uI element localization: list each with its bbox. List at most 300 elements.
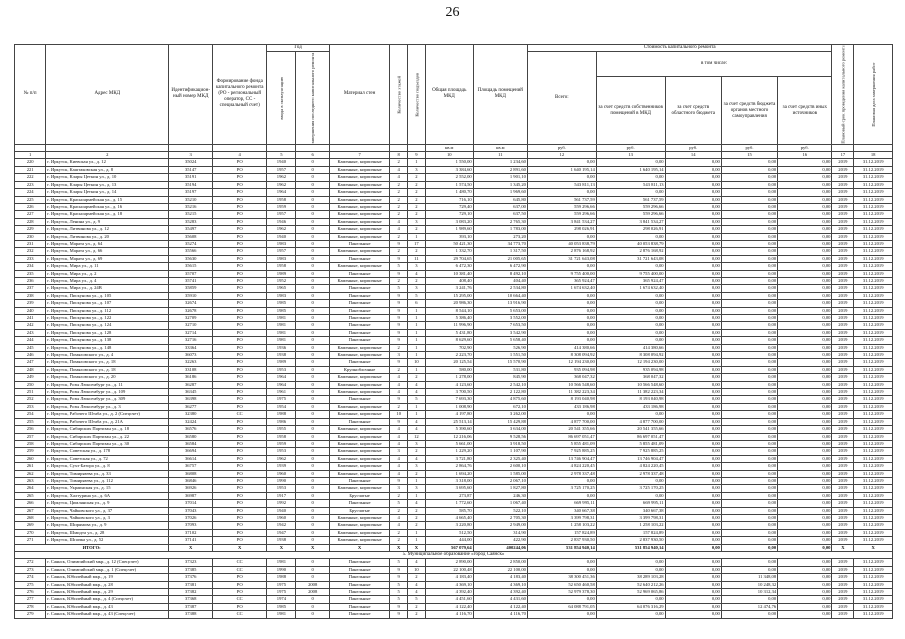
- cell-address: г. Иркутск, Клары Цеткин ул., д. 14: [46, 189, 169, 196]
- column-number: 3: [169, 152, 213, 159]
- cell-total-area: 3 083,20: [425, 218, 473, 225]
- cell-year-last-repair: 0: [296, 233, 329, 240]
- cell-row-number: 253: [15, 403, 46, 410]
- cell-planned-date: 31.12.2019: [854, 485, 893, 492]
- cell-other-cost: 0,00: [778, 440, 832, 447]
- cell-planned-date: 31.12.2019: [854, 537, 893, 544]
- table-row: [15, 603, 893, 610]
- cell-address: г. Иркутск, Клары Цеткин ул., д. 13: [46, 181, 169, 188]
- cell-planned-date: 31.12.2019: [854, 574, 893, 581]
- cell-entrances: 3: [408, 218, 426, 225]
- cell-local-cost: 0,00: [721, 255, 777, 262]
- cell-local-cost: 0,00: [721, 500, 777, 507]
- cell-address: г. Иркутск, Сибирских Партизан ул., д. 22: [46, 433, 169, 440]
- cell-entrances: 11: [408, 255, 426, 262]
- cell-year-last-repair: 0: [296, 196, 329, 203]
- table-body-sayansk: [15, 559, 893, 618]
- cell-mkd-id: 37141: [169, 537, 213, 544]
- cell-row-number: 270: [15, 529, 46, 536]
- cell-fund-type: РО: [213, 581, 267, 588]
- cell-fund-type: РО: [213, 226, 267, 233]
- cell-row-number: 267: [15, 507, 46, 514]
- cell-rooms-area: 7 653,50: [473, 322, 527, 329]
- cell-other-cost: 0,00: [778, 352, 832, 359]
- cell-entrances: 5: [408, 396, 426, 403]
- cell-rooms-area: 404,40: [473, 277, 527, 284]
- cell-regional-cost: 0,00: [665, 263, 721, 270]
- cell-rooms-area: 246,30: [473, 492, 527, 499]
- cell-year-commission: 1917: [267, 492, 296, 499]
- column-number: 12: [527, 152, 596, 159]
- cell-planned-date: 31.12.2019: [854, 307, 893, 314]
- cell-total-area: 1 008,90: [425, 403, 473, 410]
- cell-total-area: 5 431,80: [425, 329, 473, 336]
- cell-mkd-id: 32710: [169, 322, 213, 329]
- total-x: Х: [854, 544, 893, 551]
- cell-total-area: 4 123,60: [425, 381, 473, 388]
- column-number: 16: [778, 152, 832, 159]
- cell-own-cost: 0,00: [596, 300, 665, 307]
- cell-wall-material: Панельные: [329, 337, 389, 344]
- cell-year-commission: 1975: [267, 396, 296, 403]
- cell-local-cost: 0,00: [721, 455, 777, 462]
- cell-row-number: 254: [15, 411, 46, 418]
- cell-floors: 4: [390, 174, 408, 181]
- cell-total-area: 22 100,48: [425, 566, 473, 573]
- table-row: [15, 492, 893, 499]
- cell-wall-material: Брусчатые: [329, 492, 389, 499]
- cell-floors: 4: [390, 166, 408, 173]
- cell-total-area: 8 544,10: [425, 307, 473, 314]
- cell-year-commission: 1983: [267, 240, 296, 247]
- cell-planned-date: 31.12.2019: [854, 166, 893, 173]
- cell-year-commission: 1938: [267, 352, 296, 359]
- cell-wall-material: Каменные, кирпичные: [329, 166, 389, 173]
- cell-fund-type: РО: [213, 292, 267, 299]
- cell-floors: 5: [390, 581, 408, 588]
- cell-mkd-id: 36073: [169, 352, 213, 359]
- cell-year-commission: 1938: [267, 537, 296, 544]
- cell-row-number: 248: [15, 366, 46, 373]
- table-row: [15, 263, 893, 270]
- cell-year-last-repair: 0: [296, 522, 329, 529]
- cell-year-commission: 1961: [267, 389, 296, 396]
- regional-cost-sum: 0,00: [665, 544, 721, 551]
- cell-year-commission: 1985: [267, 300, 296, 307]
- cell-floors: 2: [390, 366, 408, 373]
- cell-entrances: 3: [408, 463, 426, 470]
- table-row: [15, 418, 893, 425]
- table-header: [15, 45, 893, 159]
- cell-own-cost: 0,00: [596, 263, 665, 270]
- cell-address: г. Иркутск, Пискунова ул., д. 128: [46, 329, 169, 336]
- unit-m2: кв.м: [425, 144, 473, 151]
- cell-regional-cost: 0,00: [665, 196, 721, 203]
- cell-floors: 9: [390, 329, 408, 336]
- header-normative: Плановый срок проведения капитального ремонта: [832, 45, 854, 145]
- table-row: [15, 255, 893, 262]
- cell-fund-type: РО: [213, 359, 267, 366]
- cell-total-cost: 368 047,32: [527, 374, 596, 381]
- cell-regional-cost: 0,00: [665, 233, 721, 240]
- table-row: [15, 366, 893, 373]
- cell-fund-type: РО: [213, 514, 267, 521]
- cell-entrances: 3: [408, 485, 426, 492]
- cell-year-commission: 1985: [267, 307, 296, 314]
- cell-address: г. Иркутск, Помяловского ул., д. 4: [46, 352, 169, 359]
- cell-normative-year: 2019: [832, 218, 854, 225]
- cell-total-area: 1 278,00: [425, 374, 473, 381]
- cell-address: г. Иркутск, Чайковского ул., д. 3: [46, 514, 169, 521]
- cell-mkd-id: 32424: [169, 418, 213, 425]
- cell-local-cost: 0,00: [721, 226, 777, 233]
- table-row: [15, 485, 893, 492]
- cell-mkd-id: 35741: [169, 277, 213, 284]
- cell-year-last-repair: 0: [296, 307, 329, 314]
- cell-local-cost: 0,00: [721, 463, 777, 470]
- cell-year-last-repair: 0: [296, 440, 329, 447]
- cell-total-cost: 0,00: [527, 559, 596, 566]
- cell-regional-cost: 0,00: [665, 492, 721, 499]
- cell-total-area: 444,00: [425, 537, 473, 544]
- cell-wall-material: Панельные: [329, 574, 389, 581]
- cell-local-cost: 0,00: [721, 492, 777, 499]
- cell-wall-material: Каменные, кирпичные: [329, 248, 389, 255]
- cell-normative-year: 2019: [832, 166, 854, 173]
- cell-local-cost: 0,00: [721, 596, 777, 603]
- cell-rooms-area: 2 705,30: [473, 514, 527, 521]
- cell-address: г. Иркутск, Сухэ-Батора ул., д. 8: [46, 463, 169, 470]
- cell-rooms-area: 2 891,60: [473, 166, 527, 173]
- cell-row-number: 237: [15, 285, 46, 292]
- cell-normative-year: 2019: [832, 344, 854, 351]
- cell-row-number: 238: [15, 292, 46, 299]
- cell-year-last-repair: 0: [296, 292, 329, 299]
- cell-year-commission: 1962: [267, 226, 296, 233]
- cell-own-cost: 10 566 548,60: [596, 381, 665, 388]
- cell-regional-cost: 0,00: [665, 574, 721, 581]
- cell-mkd-id: 36757: [169, 463, 213, 470]
- cell-other-cost: 0,00: [778, 344, 832, 351]
- cell-floors: 9: [390, 240, 408, 247]
- cell-row-number: 272: [15, 559, 46, 566]
- cell-rooms-area: 2 600,10: [473, 463, 527, 470]
- cell-entrances: 2: [408, 603, 426, 610]
- cell-rooms-area: 1 317,50: [473, 248, 527, 255]
- table-row: [15, 477, 893, 484]
- cell-wall-material: Каменные, кирпичные: [329, 389, 389, 396]
- cell-wall-material: Каменные, кирпичные: [329, 463, 389, 470]
- cell-total-cost: 31 721 643,08: [527, 255, 596, 262]
- cell-entrances: 6: [408, 300, 426, 307]
- cell-own-cost: 3 841 534,27: [596, 218, 665, 225]
- cell-floors: 4: [390, 522, 408, 529]
- cell-other-cost: 0,00: [778, 285, 832, 292]
- cell-own-cost: 5 855 481,09: [596, 440, 665, 447]
- table-row: [15, 581, 893, 588]
- cell-local-cost: 0,00: [721, 307, 777, 314]
- cell-entrances: 1: [408, 403, 426, 410]
- cell-row-number: 228: [15, 218, 46, 225]
- cell-row-number: 278: [15, 603, 46, 610]
- total-x: Х: [832, 544, 854, 551]
- cell-address: г. Иркутск, Литвинова ул., д. 20: [46, 233, 169, 240]
- unit-rub: руб.: [721, 144, 777, 151]
- cell-year-commission: 1960: [267, 514, 296, 521]
- cell-rooms-area: 1 969,60: [473, 189, 527, 196]
- cell-entrances: 1: [408, 233, 426, 240]
- cell-year-commission: 1959: [267, 440, 296, 447]
- cell-floors: 4: [390, 374, 408, 381]
- cell-mkd-id: 32380: [169, 411, 213, 418]
- cell-regional-cost: 0,00: [665, 389, 721, 396]
- cell-total-cost: 38 300 451,36: [527, 574, 596, 581]
- cell-entrances: 1: [408, 329, 426, 336]
- table-row: [15, 611, 893, 618]
- cell-planned-date: 31.12.2019: [854, 189, 893, 196]
- cell-entrances: 2: [408, 203, 426, 210]
- cell-year-last-repair: 0: [296, 211, 329, 218]
- cell-rooms-area: 4 392,40: [473, 589, 527, 596]
- cell-fund-type: РО: [213, 403, 267, 410]
- cell-mkd-id: 37323: [169, 559, 213, 566]
- cell-planned-date: 31.12.2019: [854, 403, 893, 410]
- cell-wall-material: Панельные: [329, 500, 389, 507]
- cell-floors: 2: [390, 211, 408, 218]
- cell-total-cost: 11 382 223,34: [527, 389, 596, 396]
- cell-wall-material: Каменные, кирпичные: [329, 211, 389, 218]
- header-id: Идентификацион-ный номер МКД: [169, 45, 213, 145]
- cell-own-cost: 31 721 643,08: [596, 255, 665, 262]
- cell-row-number: 276: [15, 589, 46, 596]
- cell-address: г. Иркутск, Розы Люксембург ул., д. 309: [46, 396, 169, 403]
- cell-own-cost: 0,00: [596, 159, 665, 166]
- cell-fund-type: РО: [213, 396, 267, 403]
- cell-own-cost: 433 186,98: [596, 403, 665, 410]
- cell-normative-year: 2019: [832, 366, 854, 373]
- total-x: Х: [213, 544, 267, 551]
- cell-wall-material: Панельные: [329, 292, 389, 299]
- cell-total-area: 4 369,10: [425, 581, 473, 588]
- cell-floors: 2: [390, 507, 408, 514]
- cell-other-cost: 0,00: [778, 181, 832, 188]
- cell-year-last-repair: 0: [296, 270, 329, 277]
- cell-local-cost: 0,00: [721, 337, 777, 344]
- cell-planned-date: 31.12.2019: [854, 366, 893, 373]
- table-row: [15, 403, 893, 410]
- cell-total-area: 5 386,40: [425, 315, 473, 322]
- cell-entrances: 4: [408, 270, 426, 277]
- cell-total-cost: 0,00: [527, 337, 596, 344]
- cell-floors: 2: [390, 403, 408, 410]
- cell-year-last-repair: 0: [296, 359, 329, 366]
- cell-local-cost: 0,00: [721, 566, 777, 573]
- column-number: 13: [596, 152, 665, 159]
- cell-address: г. Иркутск, Пискунова ул., д. 112: [46, 307, 169, 314]
- cell-fund-type: РО: [213, 203, 267, 210]
- cell-floors: 2: [390, 492, 408, 499]
- cell-row-number: 259: [15, 448, 46, 455]
- table-row: [15, 389, 893, 396]
- cell-planned-date: 31.12.2019: [854, 233, 893, 240]
- cell-year-commission: 1964: [267, 381, 296, 388]
- cell-mkd-id: 35707: [169, 270, 213, 277]
- rooms-area-sum: 400244,06: [473, 544, 527, 551]
- cell-own-cost: 935 094,98: [596, 366, 665, 373]
- cell-regional-cost: 0,00: [665, 611, 721, 618]
- cell-address: г. Иркутск, Ширямова ул., д. 9: [46, 522, 169, 529]
- cell-total-area: 4 451,60: [425, 596, 473, 603]
- column-number: 17: [832, 152, 854, 159]
- header-year-last-repair: завершения последнего капитального ремонта: [296, 52, 329, 145]
- cell-regional-cost: 0,00: [665, 396, 721, 403]
- cell-own-cost: 8 193 040,98: [596, 396, 665, 403]
- cell-entrances: 2: [408, 514, 426, 521]
- cell-other-cost: 0,00: [778, 581, 832, 588]
- cell-regional-cost: 0,00: [665, 211, 721, 218]
- cell-total-cost: 4 824 220,45: [527, 463, 596, 470]
- cell-regional-cost: 0,00: [665, 344, 721, 351]
- table-row: [15, 440, 893, 447]
- header-incl: в том числе:: [596, 52, 832, 77]
- table-row: [15, 352, 893, 359]
- cell-planned-date: 31.12.2019: [854, 507, 893, 514]
- cell-total-cost: 0,00: [527, 315, 596, 322]
- cell-normative-year: 2019: [832, 337, 854, 344]
- cell-fund-type: РО: [213, 307, 267, 314]
- cell-other-cost: 0,00: [778, 218, 832, 225]
- cell-total-area: 12 216,06: [425, 433, 473, 440]
- cell-total-cost: 0,00: [527, 477, 596, 484]
- cell-entrances: 3: [408, 263, 426, 270]
- cell-planned-date: 31.12.2019: [854, 529, 893, 536]
- cell-year-commission: 1990: [267, 477, 296, 484]
- cell-floors: 9: [390, 566, 408, 573]
- cell-total-cost: 543 811,13: [527, 181, 596, 188]
- column-numbers-row: [15, 152, 893, 159]
- cell-total-area: 20 986,30: [425, 300, 473, 307]
- cell-address: г. Иркутск, Розы Люксембург ул., д. 109: [46, 389, 169, 396]
- cell-fund-type: СС: [213, 611, 267, 618]
- cell-rooms-area: 4 369,10: [473, 581, 527, 588]
- cell-planned-date: 31.12.2019: [854, 329, 893, 336]
- cell-regional-cost: 0,00: [665, 403, 721, 410]
- cell-other-cost: 0,00: [778, 270, 832, 277]
- cell-normative-year: 2019: [832, 374, 854, 381]
- cell-address: г. Иркутск, Мира ул., д. 2: [46, 270, 169, 277]
- cell-row-number: 260: [15, 455, 46, 462]
- cell-floors: 4: [390, 226, 408, 233]
- cell-planned-date: 31.12.2019: [854, 596, 893, 603]
- cell-rooms-area: 1 783,00: [473, 226, 527, 233]
- cell-mkd-id: 36694: [169, 448, 213, 455]
- cell-fund-type: РО: [213, 196, 267, 203]
- cell-row-number: 268: [15, 514, 46, 521]
- cell-fund-type: РО: [213, 426, 267, 433]
- cell-total-area: 3 220,80: [425, 522, 473, 529]
- cell-address: г. Иркутск, Пискунова ул., д. 107: [46, 300, 169, 307]
- cell-wall-material: Каменные, кирпичные: [329, 514, 389, 521]
- cell-regional-cost: 0,00: [665, 300, 721, 307]
- cell-regional-cost: 0,00: [665, 315, 721, 322]
- cell-normative-year: 2019: [832, 203, 854, 210]
- header-floors: Количество этажей: [390, 45, 408, 145]
- cell-wall-material: Панельные: [329, 603, 389, 610]
- cell-floors: 10: [390, 411, 408, 418]
- cell-own-cost: 8 308 094,92: [596, 352, 665, 359]
- cell-fund-type: РО: [213, 255, 267, 262]
- cell-total-area: 2 890,00: [425, 559, 473, 566]
- cell-total-cost: 13 746 904,47: [527, 455, 596, 462]
- cell-local-cost: 0,00: [721, 315, 777, 322]
- cell-total-cost: 935 094,98: [527, 366, 596, 373]
- cell-total-area: 1 332,70: [425, 248, 473, 255]
- cell-year-last-repair: 0: [296, 277, 329, 284]
- cell-other-cost: 0,00: [778, 418, 832, 425]
- cell-other-cost: 0,00: [778, 277, 832, 284]
- cell-year-commission: 1981: [267, 337, 296, 344]
- cell-fund-type: РО: [213, 485, 267, 492]
- cell-total-cost: 3 841 534,27: [527, 218, 596, 225]
- cell-rooms-area: 10 664,40: [473, 292, 527, 299]
- cell-other-cost: 0,00: [778, 166, 832, 173]
- cell-fund-type: РО: [213, 285, 267, 292]
- cell-mkd-id: 36584: [169, 440, 213, 447]
- cell-regional-cost: 0,00: [665, 559, 721, 566]
- cell-year-last-repair: 2008: [296, 581, 329, 588]
- cell-rooms-area: 637,50: [473, 211, 527, 218]
- cell-wall-material: Каменные, кирпичные: [329, 352, 389, 359]
- cell-floors: 2: [390, 159, 408, 166]
- cell-fund-type: СС: [213, 411, 267, 418]
- table-row: [15, 285, 893, 292]
- cell-own-cost: 40 053 838,79: [596, 240, 665, 247]
- cell-regional-cost: 0,00: [665, 240, 721, 247]
- cell-regional-cost: 0,00: [665, 529, 721, 536]
- cell-year-last-repair: 0: [296, 329, 329, 336]
- table-row: [15, 329, 893, 336]
- cell-total-cost: 340 667,38: [527, 507, 596, 514]
- cell-row-number: 251: [15, 389, 46, 396]
- cell-normative-year: 2019: [832, 174, 854, 181]
- cell-regional-cost: 0,00: [665, 159, 721, 166]
- cell-total-area: 1 480,70: [425, 189, 473, 196]
- cell-total-area: 25 513,14: [425, 418, 473, 425]
- cell-local-cost: 0,00: [721, 248, 777, 255]
- cell-mkd-id: 33108: [169, 366, 213, 373]
- cell-own-cost: 340 667,38: [596, 507, 665, 514]
- cell-planned-date: 31.12.2019: [854, 589, 893, 596]
- cell-entrances: 1: [408, 344, 426, 351]
- column-number: 6: [296, 152, 329, 159]
- cell-own-cost: 0,00: [596, 477, 665, 484]
- column-number: 9: [408, 152, 426, 159]
- cell-normative-year: 2019: [832, 300, 854, 307]
- cell-local-cost: 0,00: [721, 611, 777, 618]
- cell-rooms-area: 1 067,40: [473, 500, 527, 507]
- cell-regional-cost: 0,00: [665, 463, 721, 470]
- cell-fund-type: РО: [213, 233, 267, 240]
- cell-rooms-area: 531,80: [473, 366, 527, 373]
- cell-total-cost: 0,00: [527, 174, 596, 181]
- cell-mkd-id: 35216: [169, 203, 213, 210]
- cell-year-commission: 1954: [267, 403, 296, 410]
- other-cost-sum: 0,00: [778, 544, 832, 551]
- cell-normative-year: 2019: [832, 581, 854, 588]
- cell-total-cost: 0,00: [527, 189, 596, 196]
- cell-local-cost: 0,00: [721, 440, 777, 447]
- cell-year-commission: 1981: [267, 559, 296, 566]
